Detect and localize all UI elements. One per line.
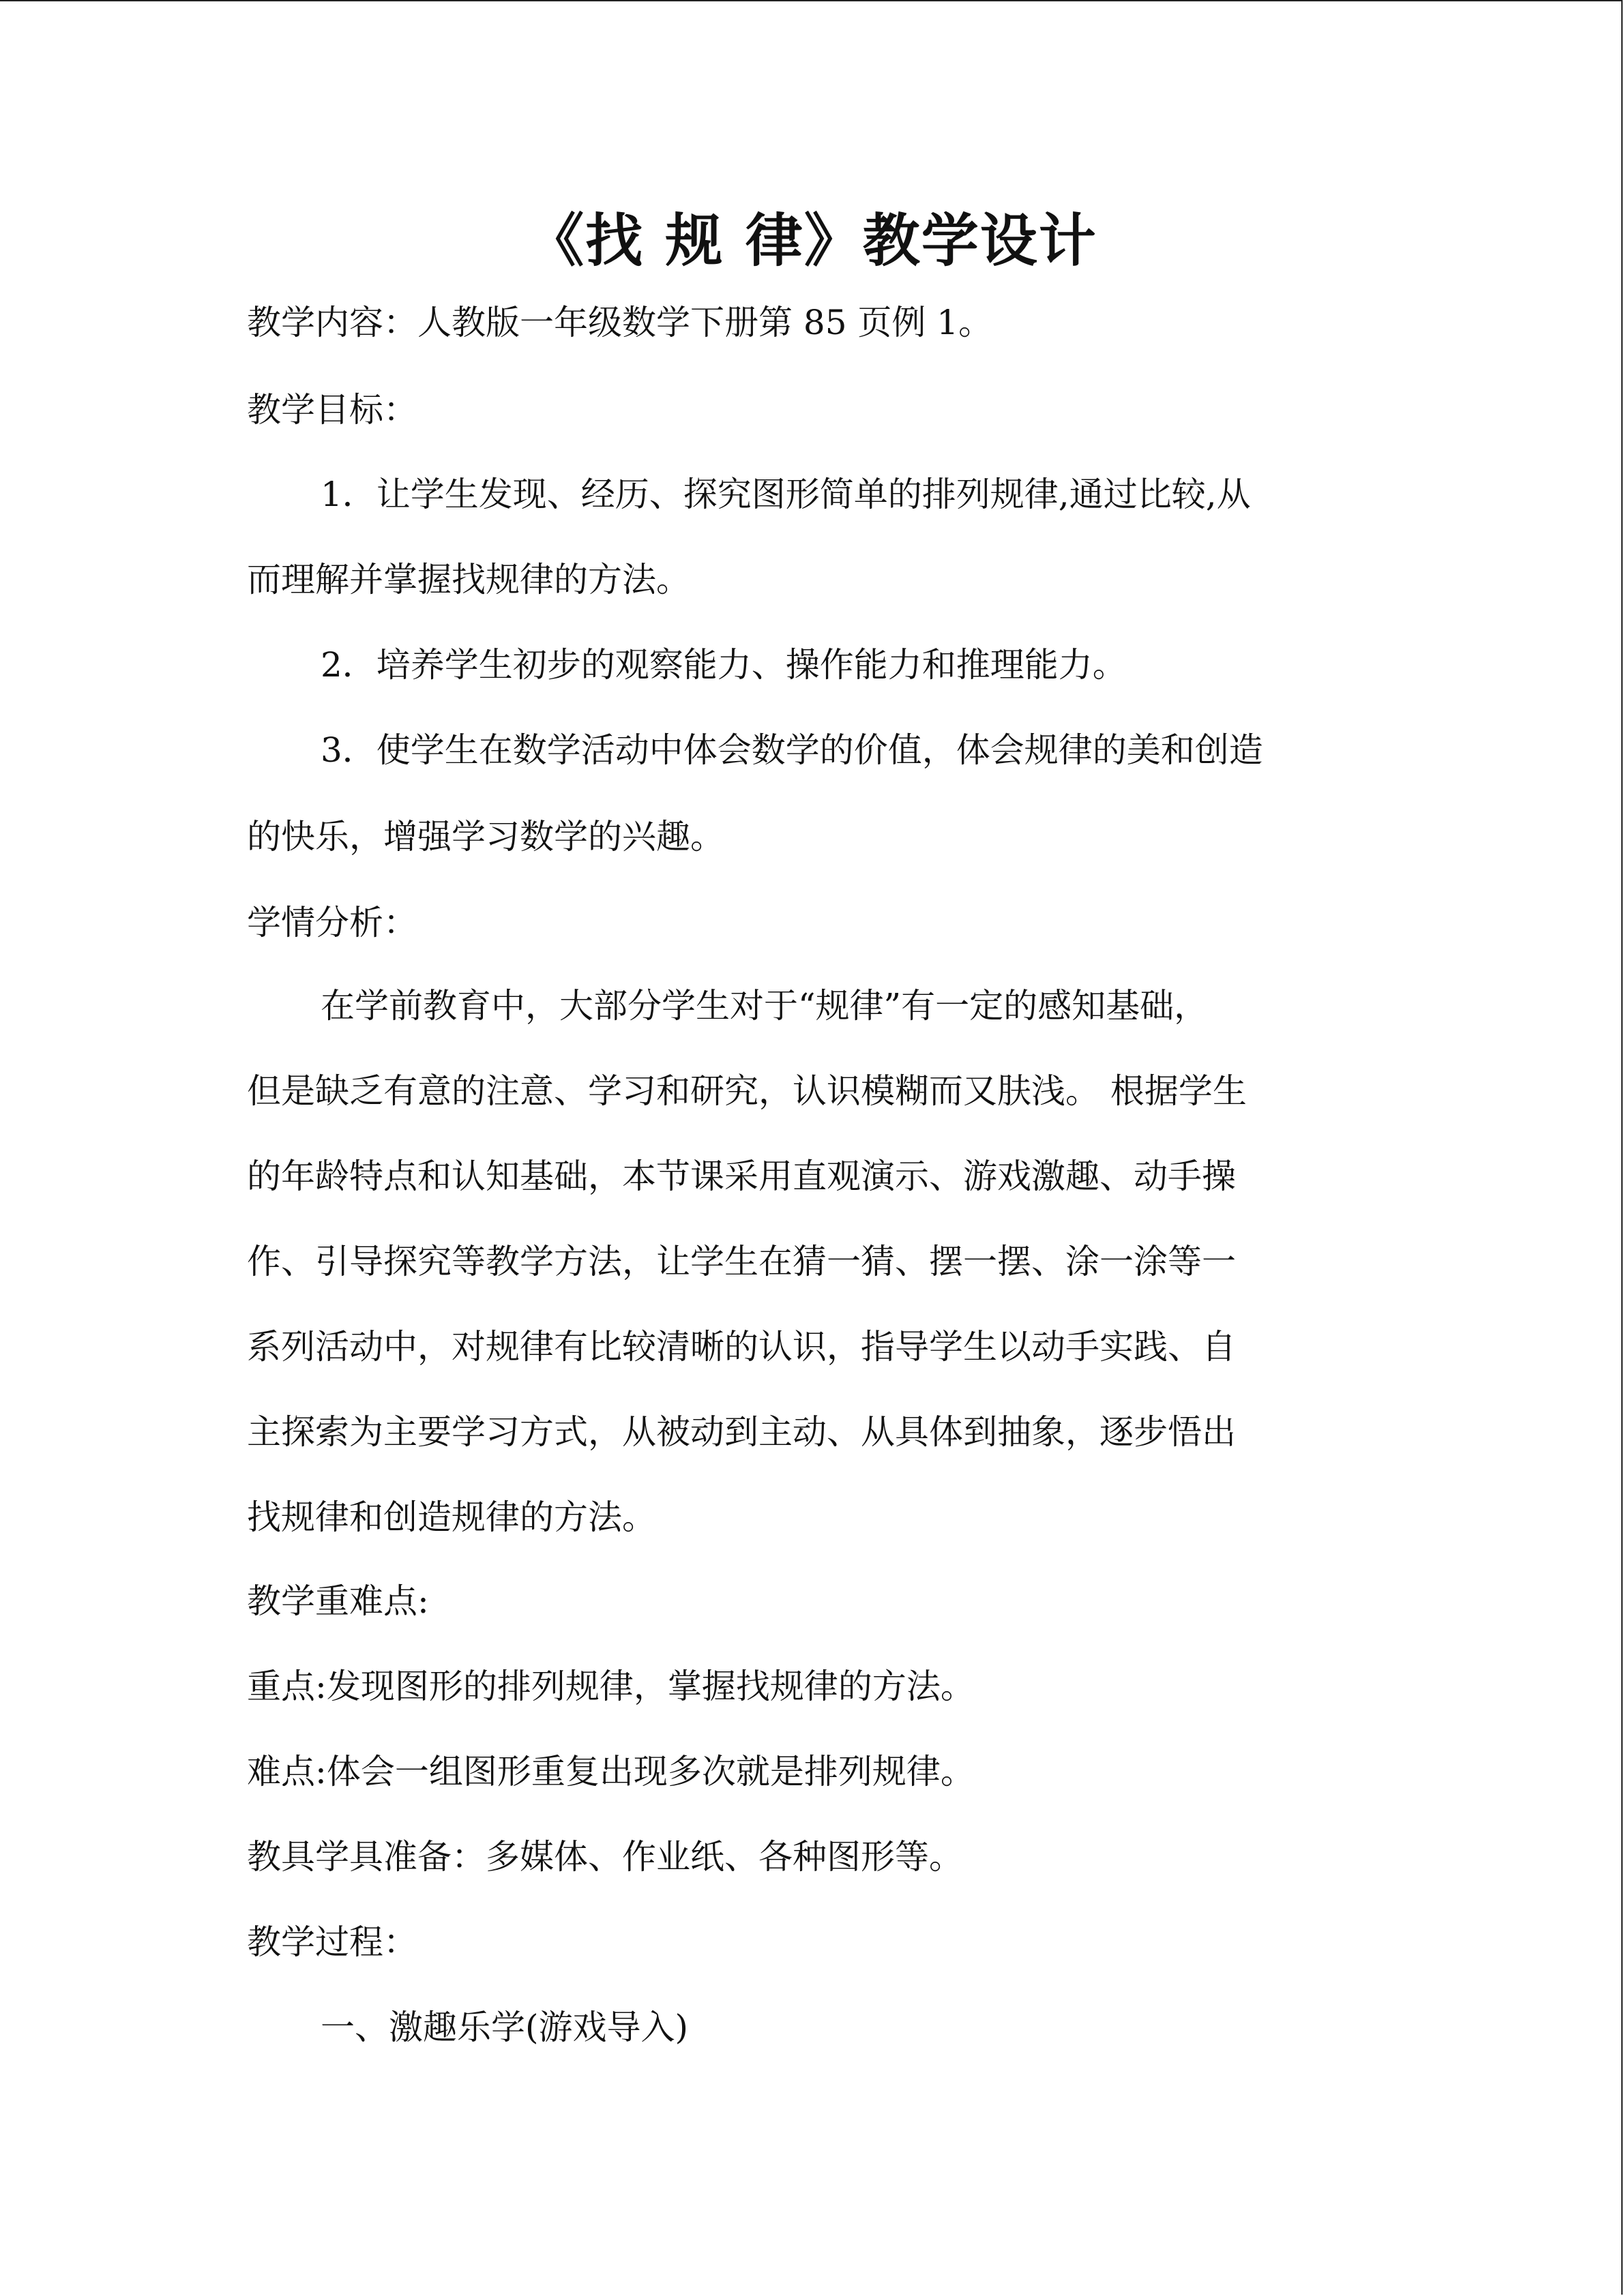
objective-3-line-1: 3．使学生在数学活动中体会数学的价值，体会规律的美和创造 bbox=[321, 730, 1263, 770]
analysis-line: 但是缺乏有意的注意、学习和研究，认识模糊而又肤浅。 根据学生 bbox=[247, 1071, 1247, 1111]
analysis-line: 作、引导探究等教学方法，让学生在猜一猜、摆一摆、涂一涂等一 bbox=[247, 1242, 1236, 1281]
objective-3-line-2: 的快乐，增强学习数学的兴趣。 bbox=[247, 817, 724, 856]
objective-1-line-1: 1．让学生发现、经历、探究图形简单的排列规律,通过比较,从 bbox=[321, 475, 1251, 514]
analysis-line: 找规律和创造规律的方法。 bbox=[247, 1497, 656, 1537]
analysis-line: 系列活动中，对规律有比较清晰的认识，指导学生以动手实践、自 bbox=[247, 1327, 1236, 1367]
key-points-heading: 教学重难点: bbox=[247, 1581, 429, 1621]
teaching-content: 教学内容：人教版一年级数学下册第 85 页例 1。 bbox=[247, 303, 993, 342]
objectives-heading: 教学目标： bbox=[247, 390, 417, 430]
objective-1-line-2: 而理解并掌握找规律的方法。 bbox=[247, 560, 690, 599]
process-step-1: 一、激趣乐学(游戏导入) bbox=[321, 2008, 689, 2047]
difficult-point: 难点:体会一组图形重复出现多次就是排列规律。 bbox=[247, 1752, 975, 1791]
key-point: 重点:发现图形的排列规律，掌握找规律的方法。 bbox=[247, 1667, 975, 1706]
analysis-line: 的年龄特点和认知基础，本节课采用直观演示、游戏激趣、动手操 bbox=[247, 1157, 1236, 1196]
process-heading: 教学过程： bbox=[247, 1922, 417, 1962]
materials-line: 教具学具准备：多媒体、作业纸、各种图形等。 bbox=[247, 1837, 963, 1877]
analysis-heading: 学情分析： bbox=[247, 903, 417, 942]
objective-2: 2．培养学生初步的观察能力、操作能力和推理能力。 bbox=[321, 645, 1127, 685]
analysis-line: 在学前教育中，大部分学生对于“规律”有一定的感知基础， bbox=[321, 986, 1209, 1026]
analysis-line: 主探索为主要学习方式，从被动到主动、从具体到抽象，逐步悟出 bbox=[247, 1412, 1236, 1452]
document-title: 《找 规 律》教学设计 bbox=[527, 207, 1097, 274]
